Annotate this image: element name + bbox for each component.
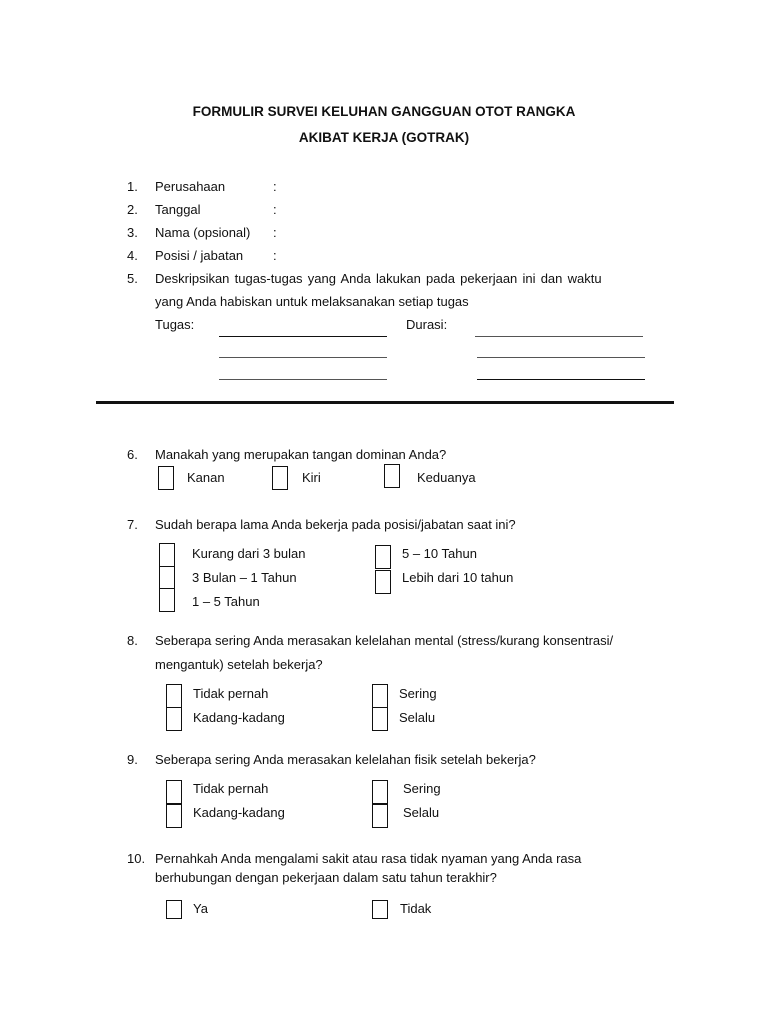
field-number: 4.: [127, 248, 138, 263]
field-colon: :: [273, 225, 277, 240]
option-label: Selalu: [399, 710, 436, 725]
tugas-input-line[interactable]: [219, 357, 387, 358]
checkbox-kanan[interactable]: [158, 466, 174, 490]
checkbox-selalu[interactable]: [372, 707, 388, 731]
checkbox-5-10-tahun[interactable]: [375, 545, 391, 569]
field-label-perusahaan: Perusahaan: [155, 179, 226, 194]
option-label-tidak: Tidak: [400, 901, 432, 916]
tugas-label: Tugas:: [155, 317, 195, 332]
checkbox-tidak-pernah[interactable]: [166, 684, 182, 708]
checkbox-sering[interactable]: [372, 780, 388, 804]
checkbox-kadang-kadang[interactable]: [166, 707, 182, 731]
checkbox-tidak-pernah[interactable]: [166, 780, 182, 804]
option-label-kanan: Kanan: [187, 470, 225, 485]
checkbox-keduanya[interactable]: [384, 464, 400, 488]
field-label-nama: Nama (opsional): [155, 225, 251, 240]
tugas-input-line[interactable]: [219, 379, 387, 380]
question-number: 5.: [127, 271, 138, 286]
durasi-input-line[interactable]: [477, 357, 645, 358]
durasi-input-line[interactable]: [477, 379, 645, 380]
field-label-tanggal: Tanggal: [155, 202, 201, 217]
option-label: 3 Bulan – 1 Tahun: [192, 570, 297, 585]
option-label: Lebih dari 10 tahun: [402, 570, 514, 585]
option-label: Tidak pernah: [193, 781, 269, 796]
option-label: 1 – 5 Tahun: [192, 594, 260, 609]
field-number: 3.: [127, 225, 138, 240]
question-number: 9.: [127, 752, 138, 767]
option-label: Sering: [403, 781, 441, 796]
checkbox-tidak[interactable]: [372, 900, 388, 919]
checkbox-kurang-dari-3-bulan[interactable]: [159, 543, 175, 567]
checkbox-1-5-tahun[interactable]: [159, 588, 175, 612]
checkbox-kadang-kadang[interactable]: [166, 804, 182, 828]
option-label-ya: Ya: [193, 901, 208, 916]
option-label: Sering: [399, 686, 437, 701]
checkbox-3-bulan-1-tahun[interactable]: [159, 566, 175, 590]
field-colon: :: [273, 179, 277, 194]
option-label-keduanya: Keduanya: [417, 470, 476, 485]
section-divider: [96, 401, 674, 404]
question-9-text: Seberapa sering Anda merasakan kelelahan fisik setelah bekerja?: [155, 752, 536, 767]
field-colon: :: [273, 248, 277, 263]
checkbox-ya[interactable]: [166, 900, 182, 919]
option-label: 5 – 10 Tahun: [402, 546, 477, 561]
question-8-text-line1: Seberapa sering Anda merasakan kelelahan mental (stress/kurang konsentrasi/: [155, 633, 614, 648]
question-number: 10.: [127, 851, 146, 866]
question-5-text-line1: Deskripsikan tugas-tugas yang Anda lakukan pada pekerjaan ini dan waktu: [155, 271, 602, 286]
question-10-text-line1: Pernahkah Anda mengalami sakit atau rasa tidak nyaman yang Anda rasa: [155, 851, 582, 866]
question-number: 8.: [127, 633, 138, 648]
question-5-text-line2: yang Anda habiskan untuk melaksanakan setiap tugas: [155, 294, 469, 309]
tugas-input-line[interactable]: [219, 336, 387, 337]
option-label: Kurang dari 3 bulan: [192, 546, 306, 561]
field-number: 1.: [127, 179, 138, 194]
option-label: Kadang-kadang: [193, 805, 285, 820]
option-label-kiri: Kiri: [302, 470, 321, 485]
option-label: Kadang-kadang: [193, 710, 285, 725]
option-label: Tidak pernah: [193, 686, 269, 701]
question-number: 6.: [127, 447, 138, 462]
question-10-text-line2: berhubungan dengan pekerjaan dalam satu tahun terakhir?: [155, 870, 497, 885]
checkbox-selalu[interactable]: [372, 804, 388, 828]
question-7-text: Sudah berapa lama Anda bekerja pada posisi/jabatan saat ini?: [155, 517, 516, 532]
field-label-posisi: Posisi / jabatan: [155, 248, 244, 263]
field-number: 2.: [127, 202, 138, 217]
form-title-line2: AKIBAT KERJA (GOTRAK): [298, 130, 470, 145]
checkbox-kiri[interactable]: [272, 466, 288, 490]
checkbox-lebih-dari-10-tahun[interactable]: [375, 570, 391, 594]
question-6-text: Manakah yang merupakan tangan dominan Anda?: [155, 447, 447, 462]
form-title-line1: FORMULIR SURVEI KELUHAN GANGGUAN OTOT RANGKA: [192, 104, 576, 119]
option-label: Selalu: [403, 805, 440, 820]
checkbox-sering[interactable]: [372, 684, 388, 708]
field-colon: :: [273, 202, 277, 217]
question-8-text-line2: mengantuk) setelah bekerja?: [155, 657, 323, 672]
question-number: 7.: [127, 517, 138, 532]
durasi-input-line[interactable]: [475, 336, 643, 337]
durasi-label: Durasi:: [406, 317, 448, 332]
